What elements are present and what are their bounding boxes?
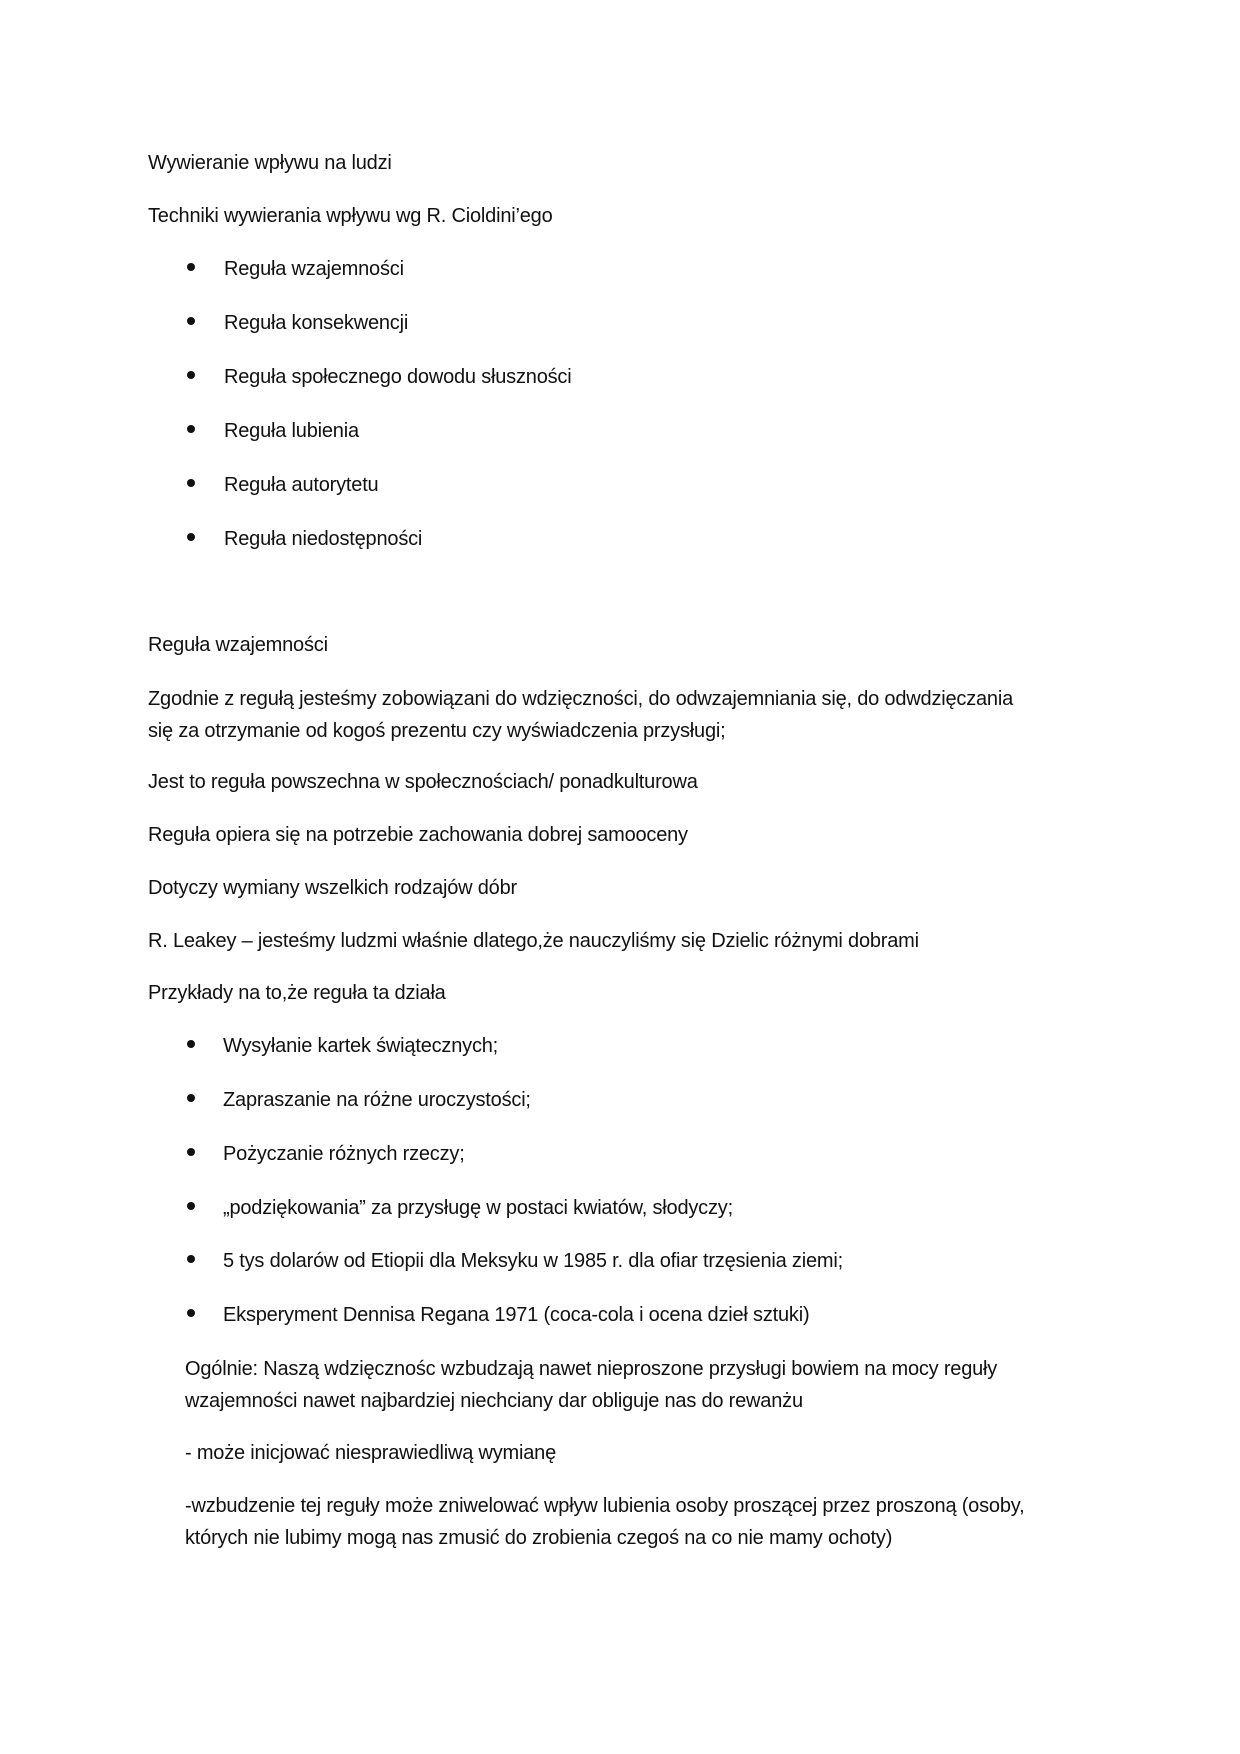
list-item-text: Reguła konsekwencji: [224, 312, 409, 334]
bullet-icon: [187, 1255, 195, 1263]
note-line: których nie lubimy mogą nas zmusić do zrobienia czegoś na co nie mamy ochoty): [185, 1527, 893, 1549]
list-item-text: Reguła społecznego dowodu słuszności: [224, 366, 572, 388]
bullet-icon: [187, 1094, 195, 1102]
summary-line: Ogólnie: Naszą wdzięcznośc wzbudzają nawet nieproszone przysługi bowiem na mocy reguły: [185, 1358, 998, 1380]
paragraph: Jest to reguła powszechna w społecznościach/ ponadkulturowa: [148, 771, 698, 793]
bullet-icon: [187, 1040, 195, 1048]
paragraph: R. Leakey – jesteśmy ludzmi właśnie dlatego,że nauczyliśmy się Dzielic różnymi dobrami: [148, 930, 919, 952]
bullet-icon: [187, 1202, 195, 1210]
list-item-text: 5 tys dolarów od Etiopii dla Meksyku w 1985 r. dla ofiar trzęsienia ziemi;: [223, 1250, 843, 1272]
list-item-text: Eksperyment Dennisa Regana 1971 (coca-cola i ocena dzieł sztuki): [223, 1304, 810, 1326]
bullet-icon: [187, 479, 195, 487]
summary-line: wzajemności nawet najbardziej niechciany dar obliguje nas do rewanżu: [185, 1390, 803, 1412]
bullet-icon: [187, 1148, 195, 1156]
section-heading: Reguła wzajemności: [148, 634, 328, 656]
list-item-text: Reguła wzajemności: [224, 258, 404, 280]
paragraph: Reguła opiera się na potrzebie zachowania dobrej samooceny: [148, 824, 688, 846]
list-item-text: Reguła lubienia: [224, 420, 359, 442]
list-item-text: Reguła niedostępności: [224, 528, 423, 550]
document-subtitle: Techniki wywierania wpływu wg R. Cioldini’ego: [148, 205, 553, 227]
list-item-text: Reguła autorytetu: [224, 474, 379, 496]
bullet-icon: [187, 317, 195, 325]
paragraph: Przykłady na to,że reguła ta działa: [148, 982, 446, 1004]
bullet-icon: [187, 263, 195, 271]
bullet-icon: [187, 425, 195, 433]
bullet-icon: [187, 371, 195, 379]
list-item-text: Zapraszanie na różne uroczystości;: [223, 1089, 531, 1111]
list-item-text: Wysyłanie kartek świątecznych;: [223, 1035, 499, 1057]
list-item-text: Pożyczanie różnych rzeczy;: [223, 1143, 465, 1165]
note-line: -wzbudzenie tej reguły może zniwelować wpływ lubienia osoby proszącej przez proszoną (osoby,: [185, 1495, 1025, 1517]
paragraph-line: Zgodnie z regułą jesteśmy zobowiązani do wdzięczności, do odwzajemniania się, do odwdzięczania: [148, 688, 1014, 710]
note: - może inicjować niesprawiedliwą wymianę: [185, 1442, 557, 1464]
paragraph: Dotyczy wymiany wszelkich rodzajów dóbr: [148, 877, 517, 899]
bullet-icon: [187, 1309, 195, 1317]
list-item-text: „podziękowania” za przysługę w postaci kwiatów, słodyczy;: [223, 1197, 733, 1219]
paragraph-line: się za otrzymanie od kogoś prezentu czy wyświadczenia przysługi;: [148, 720, 726, 742]
bullet-icon: [187, 533, 195, 541]
document-title: Wywieranie wpływu na ludzi: [148, 152, 392, 174]
